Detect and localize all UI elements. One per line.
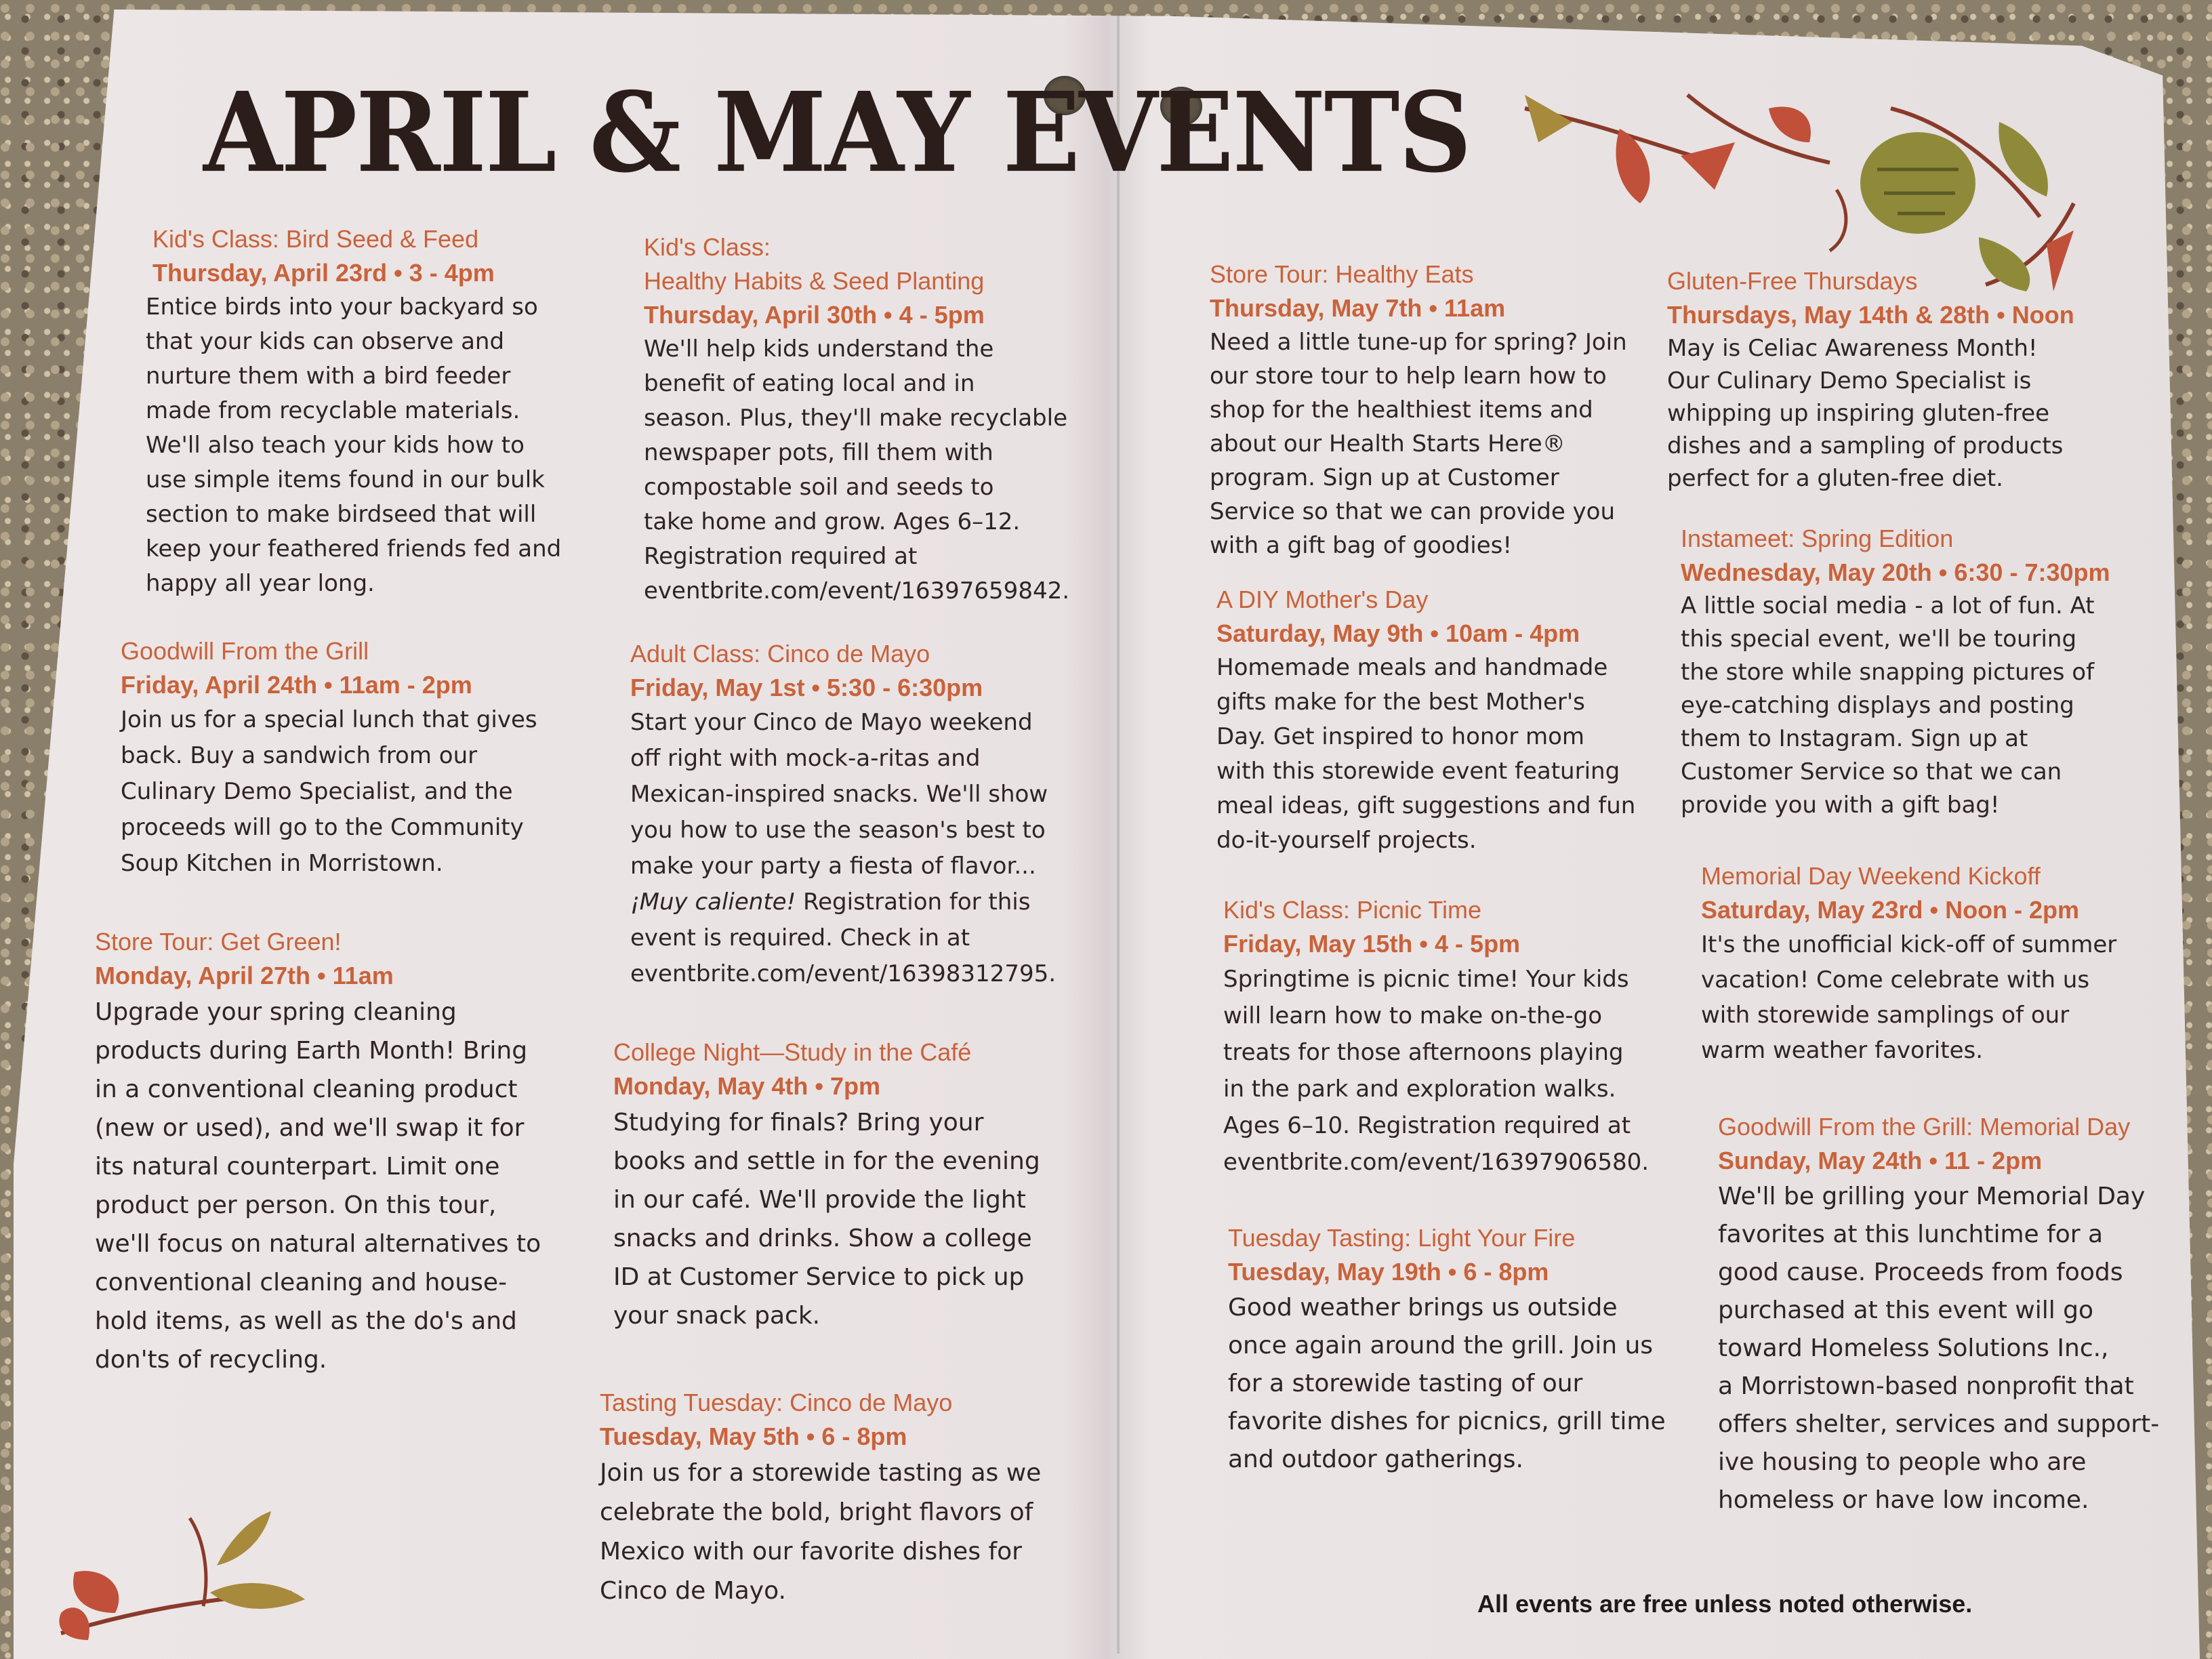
center-fold bbox=[1117, 14, 1120, 1654]
event-description: Need a little tune-up for spring? Join our store tour to help learn how to shop for the healthiest items and about our Health Starts Here® program. Sign up at Customer Service so that we can provide you with a gift bag of goodies! bbox=[1210, 329, 1627, 559]
event-date: Friday, April 24th • 11am - 2pm bbox=[121, 671, 472, 699]
event-title: Kid's Class: Bird Seed & Feed bbox=[152, 225, 479, 253]
event-description: Join us for a special lunch that gives back. Buy a sandwich from our Culinary Demo Specialist, and the proceeds will go to the Community Soup Kitchen in Morristown. bbox=[121, 706, 537, 877]
event-title: Store Tour: Healthy Eats bbox=[1210, 260, 1474, 288]
footer-note: All events are free unless noted otherwise. bbox=[1477, 1590, 1973, 1618]
event-description: We'll help kids understand the benefit of eating local and in season. Plus, they'll make recyclable newspaper pots, fill them with compostable soil and seeds to take home and grow. Ages 6–12. Registration required at eventbrite.com/event/16397659842. bbox=[644, 335, 1070, 605]
event-date: Sunday, May 24th • 11 - 2pm bbox=[1718, 1147, 2043, 1174]
event-instameet bbox=[1681, 522, 2110, 822]
event-cinco-class bbox=[630, 637, 1056, 992]
event-title: Adult Class: Cinco de Mayo bbox=[630, 640, 930, 668]
event-goodwill-grill bbox=[121, 634, 537, 882]
event-goodwill-memorial bbox=[1718, 1110, 2159, 1519]
event-date: Thursday, May 7th • 11am bbox=[1210, 294, 1506, 322]
event-date: Tuesday, May 5th • 6 - 8pm bbox=[600, 1422, 907, 1450]
event-date: Thursday, April 30th • 4 - 5pm bbox=[644, 301, 985, 329]
event-title: Tuesday Tasting: Light Your Fire bbox=[1228, 1224, 1576, 1252]
leaf-sprig-icon bbox=[47, 1498, 319, 1654]
event-description: We'll be grilling your Memorial Day favorites at this lunchtime for a good cause. Proceeds from foods purchased at this event will go toward Homeless Solutions Inc., a Morristown-based nonprofit that offers shelter, services and support- ive housing to people who are homeless or have low income. bbox=[1718, 1183, 2160, 1514]
event-date: Monday, April 27th • 11am bbox=[95, 962, 394, 989]
event-date: Saturday, May 9th • 10am - 4pm bbox=[1216, 619, 1580, 647]
event-title: Kid's Class: Picnic Time bbox=[1223, 896, 1481, 924]
event-description: Join us for a storewide tasting as we celebrate the bold, bright flavors of Mexico with our favorite dishes for Cinco de Mayo. bbox=[600, 1459, 1042, 1605]
event-title: Goodwill From the Grill bbox=[121, 637, 369, 665]
event-college-night bbox=[613, 1036, 1040, 1335]
event-title: Store Tour: Get Green! bbox=[95, 928, 342, 956]
event-date: Saturday, May 23rd • Noon - 2pm bbox=[1701, 896, 2080, 924]
event-bird-seed bbox=[146, 222, 562, 601]
event-description: Upgrade your spring cleaning products during Earth Month! Bring in a conventional cleaning product (new or used), and we'll swap it for its natural counterpart. Limit one product per person. On this tour, we'll focus on natural alternatives to conventional cleaning and house- hold items, as well as the do's and don'ts of recycling. bbox=[95, 998, 541, 1374]
event-title: A DIY Mother's Day bbox=[1216, 586, 1429, 613]
event-description: May is Celiac Awareness Month! Our Culinary Demo Specialist is whipping up inspiring gluten-free dishes and a sampling of products perfect for a gluten-free diet. bbox=[1667, 335, 2064, 492]
flyer-title: APRIL & MAY EVENTS bbox=[203, 68, 1471, 198]
event-date: Friday, May 1st • 5:30 - 6:30pm bbox=[630, 674, 983, 701]
event-memorial-kickoff bbox=[1701, 859, 2116, 1068]
event-tasting-cinco bbox=[600, 1386, 1041, 1611]
event-light-your-fire bbox=[1228, 1221, 1666, 1479]
event-healthy-habits bbox=[644, 230, 1069, 609]
event-title: Instameet: Spring Edition bbox=[1681, 525, 1954, 552]
event-date: Monday, May 4th • 7pm bbox=[613, 1072, 880, 1100]
event-title: Gluten-Free Thursdays bbox=[1667, 267, 1918, 295]
event-description: Homemade meals and handmade gifts make for the best Mother's Day. Get inspired to honor mom with this storewide event featuring meal ideas, gift suggestions and fun do-it-yourself projects. bbox=[1216, 654, 1636, 854]
event-title: College Night—Study in the Café bbox=[613, 1038, 972, 1066]
event-date: Wednesday, May 20th • 6:30 - 7:30pm bbox=[1681, 558, 2110, 586]
event-title: Tasting Tuesday: Cinco de Mayo bbox=[600, 1389, 953, 1416]
event-title: Kid's Class: Healthy Habits & Seed Planting bbox=[644, 233, 985, 295]
event-description: Good weather brings us outside once again around the grill. Join us for a storewide tasting of our favorite dishes for picnics, grill time and outdoor gatherings. bbox=[1228, 1294, 1666, 1473]
event-date: Friday, May 15th • 4 - 5pm bbox=[1223, 930, 1521, 958]
event-picnic-time bbox=[1223, 893, 1649, 1181]
event-date: Tuesday, May 19th • 6 - 8pm bbox=[1228, 1258, 1549, 1286]
event-date: Thursday, April 23rd • 3 - 4pm bbox=[152, 259, 495, 287]
event-date: Thursdays, May 14th & 28th • Noon bbox=[1667, 301, 2074, 329]
event-description: Studying for finals? Bring your books and settle in for the evening in our café. We'll provide the light snacks and drinks. Show a college ID at Customer Service to pick up your snack pack. bbox=[613, 1109, 1040, 1330]
event-title: Goodwill From the Grill: Memorial Day bbox=[1718, 1113, 2131, 1141]
event-description: Start your Cinco de Mayo weekend off right with mock-a-ritas and Mexican-inspired snacks. We'll show you how to use the season's best to make your party a fiesta of flavor... ¡Muy caliente! Registration for this event is required. Check in at eventbrite.com/event/16398312795. bbox=[630, 709, 1057, 987]
event-description: It's the unofficial kick-off of summer vacation! Come celebrate with us with storewide samplings of our warm weather favorites. bbox=[1701, 931, 2117, 1064]
event-description: A little social media - a lot of fun. At this special event, we'll be touring the store while snapping pictures of eye-catching displays and posting them to Instagram. Sign up at Customer Service so that we can provide you with a gift bag! bbox=[1681, 592, 2095, 819]
event-store-tour-green bbox=[95, 925, 541, 1379]
event-description: Entice birds into your backyard so that your kids can observe and nurture them with a bird feeder made from recyclable materials. We'll also teach your kids how to use simple items found in our bulk section to make birdseed that will keep your feathered friends fed and happy all year long. bbox=[146, 293, 562, 597]
event-title: Memorial Day Weekend Kickoff bbox=[1701, 862, 2041, 890]
event-diy-mothers-day bbox=[1216, 583, 1635, 858]
italic-phrase: ¡Muy caliente! bbox=[630, 888, 796, 916]
event-description: Springtime is picnic time! Your kids will learn how to make on-the-go treats for those afternoons playing in the park and exploration walks. Ages 6–10. Registration required at eventbrite.com/event/16397906580. bbox=[1223, 966, 1650, 1176]
floral-ornament-icon bbox=[1511, 68, 2121, 352]
